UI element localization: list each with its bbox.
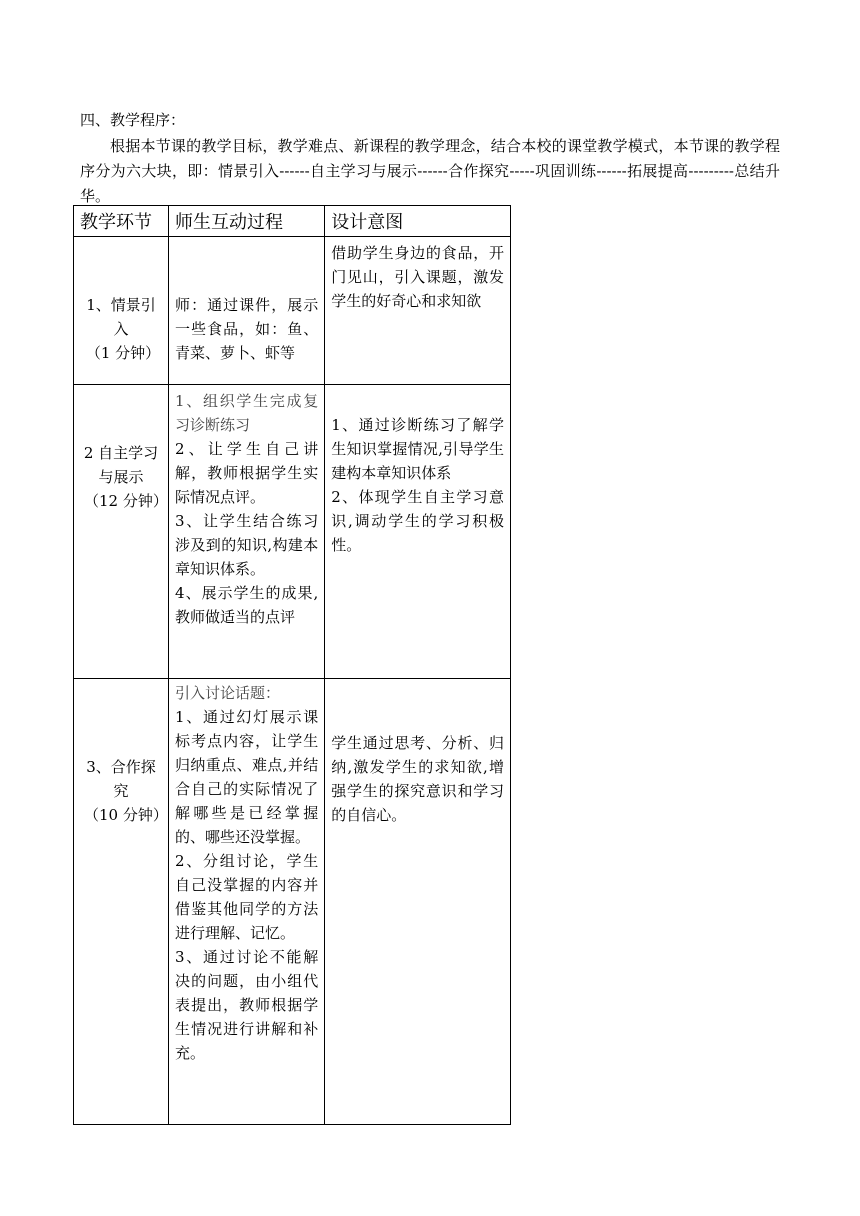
- intent-cell: [325, 237, 511, 385]
- process-step: 引入讨论话题：: [175, 684, 281, 702]
- process-cell: [169, 679, 325, 1125]
- header-stage: 教学环节: [74, 206, 169, 237]
- intent-text: 学生通过思考、分析、归纳,激发学生的求知欲,增强学生的探究意识和学习的自信心。: [331, 734, 504, 824]
- process-cell: [169, 237, 325, 385]
- process-cell: [169, 385, 325, 679]
- process-step: 1、通过幻灯展示课标考点内容，让学生归纳重点、难点,并结合自己的实际情况了解哪些是已经掌握的、哪些还没掌握。: [175, 708, 319, 846]
- intent-cell: [325, 679, 511, 1125]
- process-step: 师：通过课件，展示一些食品，如：鱼、青菜、萝卜、虾等: [175, 296, 319, 362]
- stage-time: （12 分钟）: [84, 492, 168, 510]
- stage-name: 2 自主学习与展示: [83, 444, 159, 486]
- stage-time: （10 分钟）: [84, 806, 168, 824]
- process-step: 3、通过讨论不能解决的问题，由小组代表提出，教师根据学生情况进行讲解和补充。: [175, 948, 319, 1062]
- process-step: 4、展示学生的成果,教师做适当的点评: [175, 584, 319, 626]
- stage-cell: [74, 237, 169, 385]
- process-step: 3、让学生结合练习涉及到的知识,构建本章知识体系。: [175, 512, 319, 578]
- table-row: [74, 385, 511, 679]
- section-heading: 四、教学程序：: [80, 111, 186, 129]
- stage-time: （1 分钟）: [85, 344, 161, 362]
- intro-paragraph: 根据本节课的教学目标，教学难点、新课程的教学理念，结合本校的课堂教学模式，本节课的教学程序分为六大块，即：情景引入------自主学习与展示------合作探究-----巩固训练------拓展提高---------总结升华。: [80, 137, 780, 205]
- process-step: 1、组织学生完成复习诊断练习: [175, 392, 319, 434]
- table-row: [74, 679, 511, 1125]
- stage-cell: [74, 385, 169, 679]
- header-intent: 设计意图: [325, 206, 511, 237]
- stage-name: 1、情景引入: [86, 296, 156, 338]
- process-step: 2、让学生自己讲解，教师根据学生实际情况点评。: [175, 440, 319, 506]
- intent-cell: [325, 385, 511, 679]
- intent-text: 1、通过诊断练习了解学生知识掌握情况,引导学生建构本章知识体系 2、体现学生自主学习意识,调动学生的学习积极性。: [331, 416, 504, 554]
- process-step: 2、分组讨论，学生自己没掌握的内容并借鉴其他同学的方法进行理解、记忆。: [175, 852, 319, 942]
- stage-cell: [74, 679, 169, 1125]
- header-process: 师生互动过程: [169, 206, 325, 237]
- stage-name: 3、合作探究: [86, 758, 156, 800]
- intent-text: 借助学生身边的食品，开门见山，引入课题，激发学生的好奇心和求知欲: [331, 244, 504, 310]
- table-row: [74, 237, 511, 385]
- table-header-row: [74, 206, 511, 237]
- teaching-procedure-table: [73, 205, 511, 1125]
